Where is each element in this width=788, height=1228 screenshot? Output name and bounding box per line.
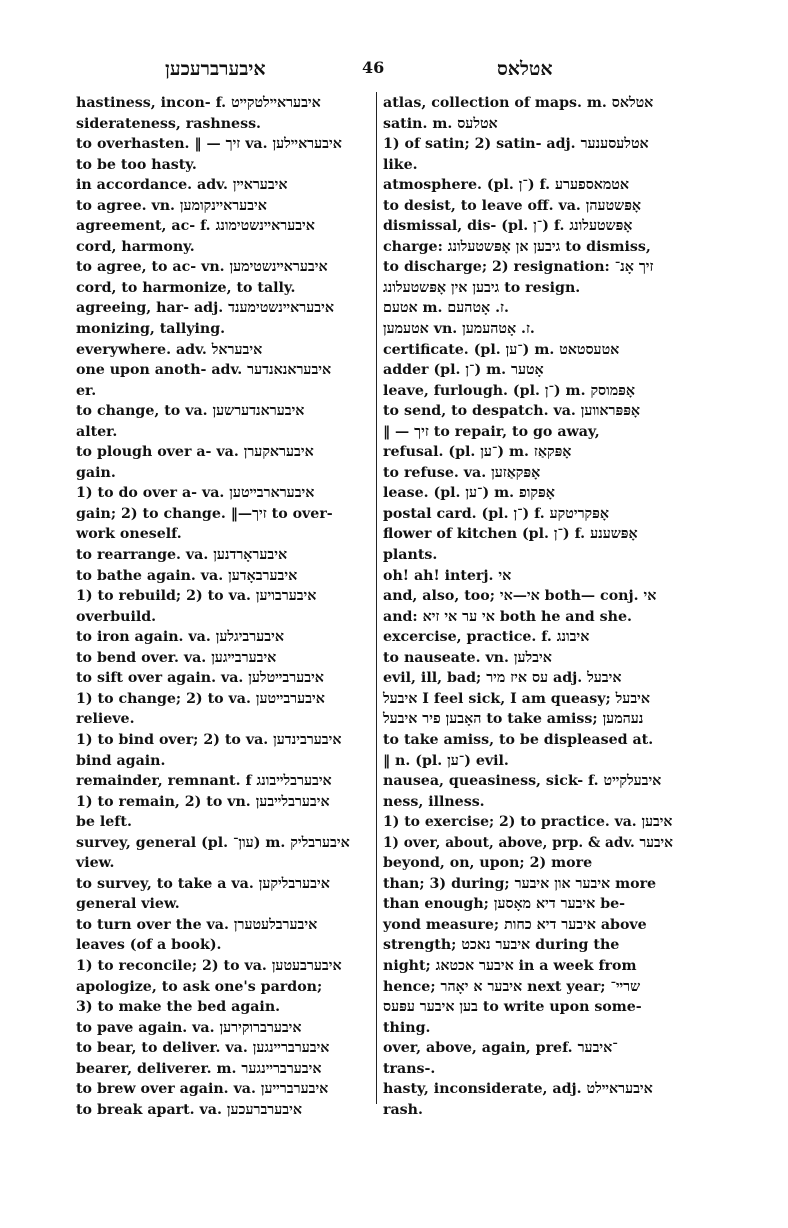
dictionary-line: to take amiss, to be displeased at. [383, 731, 654, 748]
dictionary-line: adder (pl. ־ן) m. אָטער [383, 362, 544, 379]
dictionary-line: yond measure; איבער דיא כחות above [383, 916, 647, 933]
dictionary-line: rash. [383, 1101, 423, 1118]
dictionary-line: ‖ — זיך to repair, to go away, [383, 423, 600, 440]
header-left-word: איבערברעכען [165, 58, 266, 80]
dictionary-line: 1) to do over a- va. איבערארבײטען [76, 485, 315, 502]
running-header [0, 56, 788, 86]
dictionary-line: to agree. vn. איבעראײנקומען [76, 197, 267, 214]
dictionary-line: to change, to va. איבעראנדערשען [76, 403, 305, 420]
dictionary-line: refusal. (pl. ־ען) m. אָפּקאַז [383, 444, 572, 461]
dictionary-line: thing. [383, 1019, 431, 1036]
dictionary-line: cord, harmony. [76, 238, 195, 255]
dictionary-line: atlas, collection of maps. m. אטלאס [383, 95, 654, 111]
dictionary-line: agreeing, har- adj. איבעראײנשטימענד [76, 300, 334, 317]
dictionary-line: er. [76, 382, 97, 399]
dictionary-line: apologize, to ask one's pardon; [76, 978, 323, 995]
right-column [383, 93, 673, 1120]
dictionary-line: to bathe again. va. איבערבאָדען [76, 567, 298, 584]
dictionary-line: night; איבער אכטאג in a week from [383, 957, 637, 974]
dictionary-line: leave, furlough. (pl. ־ן) m. אָפּמוסק [383, 382, 635, 399]
dictionary-line: like. [383, 156, 418, 173]
left-column [76, 93, 366, 1120]
dictionary-line: nausea, queasiness, sick- f. איבעלקײט [383, 773, 662, 790]
dictionary-line: hence; איבער א יאָהר next year; שרײ־ [383, 978, 641, 995]
dictionary-line: hasty, inconsiderate, adj. איבעראײלט [383, 1081, 653, 1098]
dictionary-line: view. [76, 855, 115, 872]
dictionary-line: strength; איבער נאכט during the [383, 937, 620, 954]
dictionary-line: בען איבער עפּעס to write upon some- [383, 999, 642, 1016]
dictionary-line: אטעם m. ז. אָטהעם. [383, 300, 509, 317]
dictionary-line: over, above, again, pref. ־איבער [383, 1040, 618, 1057]
dictionary-line: flower of kitchen (pl. ־ן) f. אָפּשענע [383, 526, 638, 543]
dictionary-line: atmosphere. (pl. ־ן) f. אטמאספערע [383, 177, 629, 194]
dictionary-line: to nauseate. vn. איבלען [383, 649, 552, 666]
dictionary-line: איבעל I feel sick, I am queasy; איבעל [383, 690, 650, 707]
dictionary-line: to bear, to deliver. va. איבערברײנגען [76, 1040, 330, 1057]
dictionary-line: siderateness, rashness. [76, 115, 261, 132]
dictionary-line: overbuild. [76, 608, 157, 625]
dictionary-line: to discharge; 2) resignation: זיך אָנ־ [383, 259, 654, 276]
dictionary-line: 1) to rebuild; 2) to va. איבערבויען [76, 588, 317, 605]
dictionary-line: to desist, to leave off. va. אָפּשטעהן [383, 197, 642, 214]
dictionary-line: ness, illness. [383, 793, 485, 810]
column-divider [376, 92, 377, 1104]
dictionary-line: beyond, on, upon; 2) more [383, 855, 593, 872]
dictionary-line: bearer, deliverer. m. איבערברײנגער [76, 1060, 322, 1077]
dictionary-line: agreement, ac- f. איבעראײנשטימונג [76, 218, 315, 235]
dictionary-line: than enough; איבער דיא מאָסען be- [383, 896, 626, 913]
dictionary-line: everywhere. adv. איבעראל [76, 341, 263, 358]
dictionary-line: one upon anoth- adv. איבעראנאנדער [76, 362, 332, 379]
dictionary-line: האָבען פיר איבעל to take amiss; נעהמען [383, 711, 644, 728]
dictionary-line: leaves (of a book). [76, 937, 222, 954]
dictionary-line: lease. (pl. ־ען) m. אָפּקופ [383, 485, 555, 502]
dictionary-line: to survey, to take a va. איבערבליקען [76, 875, 330, 892]
dictionary-line: cord, to harmonize, to tally. [76, 279, 296, 296]
dictionary-line: relieve. [76, 711, 135, 728]
dictionary-line: trans-. [383, 1060, 436, 1077]
dictionary-line: to be too hasty. [76, 156, 197, 173]
dictionary-line: oh! ah! interj. אי [383, 567, 512, 584]
dictionary-line: charge: גיבען אן אָפּשטעלונג to dismiss, [383, 238, 651, 255]
dictionary-line: to iron again. va. איבערביגלען [76, 629, 284, 646]
dictionary-line: 1) to change; 2) to va. איבערבײטען [76, 690, 325, 707]
dictionary-line: to refuse. va. אָפּקאַזען [383, 464, 541, 481]
dictionary-line: and, also, too; אי—אי both— conj. אי [383, 588, 657, 605]
page-number: 46 [362, 58, 385, 77]
dictionary-line: general view. [76, 896, 180, 913]
dictionary-line: 1) to bind over; 2) to va. איבערבינדען [76, 731, 342, 748]
dictionary-line: satin. m. אטלעס [383, 115, 498, 132]
dictionary-line: excercise, practice. f. איבונג [383, 629, 590, 646]
dictionary-line: to break apart. va. איבערברעכען [76, 1101, 302, 1118]
dictionary-line: 1) to reconcile; 2) to va. איבערבעטען [76, 957, 342, 974]
dictionary-line: alter. [76, 423, 118, 440]
dictionary-line: bind again. [76, 752, 166, 769]
dictionary-line: gain; 2) to change. ‖—זיך to over- [76, 505, 333, 522]
header-right-word: אטלאס [497, 58, 553, 80]
dictionary-line: אטעמען vn. ז. אָטהעמען. [383, 321, 535, 338]
dictionary-line: than; 3) during; איבער און איבער more [383, 875, 657, 892]
dictionary-line: monizing, tallying. [76, 321, 226, 338]
dictionary-line: ‖ n. (pl. ־ען) evil. [383, 752, 509, 769]
dictionary-line: גיבען אין אָפּשטעלונג to resign. [383, 279, 581, 296]
dictionary-line: and: אי ער אי זיא both he and she. [383, 608, 632, 625]
dictionary-line: in accordance. adv. איבעראײן [76, 177, 288, 194]
dictionary-line: hastiness, incon- f. איבעראײלטקײט [76, 95, 321, 111]
dictionary-line: evil, ill, bad; עס איז מיר adj. איבעל [383, 670, 622, 687]
dictionary-line: to plough over a- va. איבעראקערן [76, 444, 314, 461]
dictionary-line: be left. [76, 814, 132, 831]
dictionary-line: survey, general (pl. עון־) m. איבערבליק [76, 834, 350, 851]
dictionary-line: gain. [76, 464, 116, 481]
dictionary-line: 3) to make the bed again. [76, 999, 281, 1016]
dictionary-line: remainder, remnant. f איבערבלײבונג [76, 773, 332, 790]
dictionary-line: 1) to exercise; 2) to practice. va. איבען [383, 814, 673, 831]
dictionary-line: to brew over again. va. איבערברײען [76, 1081, 329, 1098]
dictionary-line: to bend over. va. איבערבײגען [76, 649, 277, 666]
dictionary-line: postal card. (pl. ־ן) f. אָפּקריטקע [383, 505, 609, 522]
dictionary-line: 1) over, about, above, prp. & adv. איבער [383, 834, 673, 851]
dictionary-line: to agree, to ac- vn. איבעראײנשטימען [76, 259, 328, 276]
dictionary-line: to rearrange. va. איבעראָרדנען [76, 547, 288, 564]
dictionary-line: work oneself. [76, 526, 182, 543]
dictionary-line: 1) to remain, 2) to vn. איבערבלײבען [76, 793, 330, 810]
dictionary-line: to sift over again. va. איבערבײטלען [76, 670, 324, 687]
dictionary-line: to send, to despatch. va. אָפּפּראװען [383, 403, 641, 420]
dictionary-line: to pave again. va. איבערברוקירען [76, 1019, 302, 1036]
dictionary-line: dismissal, dis- (pl. ־ן) f. אָפּשטעלונג [383, 218, 633, 235]
dictionary-line: to turn over the va. איבערבלעטערן [76, 916, 318, 933]
dictionary-line: 1) of satin; 2) satin- adj. אטלעסענער [383, 136, 649, 153]
dictionary-line: certificate. (pl. ־ען) m. אטעסטאט [383, 341, 620, 358]
dictionary-line: to overhasten. ‖ — זיך va. איבעראײלען [76, 136, 342, 153]
dictionary-line: plants. [383, 547, 438, 564]
